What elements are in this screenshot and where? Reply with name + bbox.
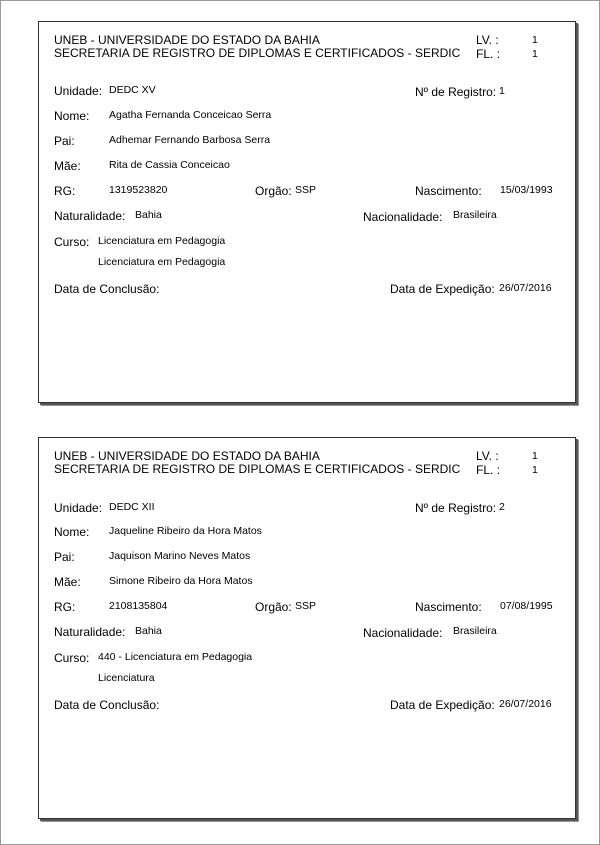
unidade-value: DEDC XV: [109, 84, 156, 96]
unidade-label: Unidade:: [54, 84, 103, 98]
mae-label: Mãe:: [54, 159, 81, 173]
department-name: SECRETARIA DE REGISTRO DE DIPLOMAS E CERTIFICADOS - SERDIC: [54, 462, 461, 476]
expedicao-value: 26/07/2016: [499, 698, 552, 710]
orgao-label: Orgão:: [255, 184, 292, 198]
fl-value: 1: [532, 48, 538, 60]
rg-label: RG:: [54, 600, 76, 614]
lv-value: 1: [532, 34, 538, 46]
curso-value-line2: Licenciatura em Pedagogia: [98, 256, 226, 268]
naturalidade-value: Bahia: [135, 625, 162, 637]
institution-name: UNEB - UNIVERSIDADE DO ESTADO DA BAHIA: [54, 449, 320, 463]
diploma-record-card-2: [38, 437, 576, 819]
institution-name: UNEB - UNIVERSIDADE DO ESTADO DA BAHIA: [54, 33, 320, 47]
naturalidade-label: Naturalidade:: [54, 209, 126, 223]
mae-value: Rita de Cassia Conceicao: [109, 159, 230, 171]
lv-label: LV. :: [476, 33, 499, 47]
lv-label: LV. :: [476, 449, 499, 463]
fl-label: FL. :: [476, 463, 501, 477]
lv-value: 1: [532, 450, 538, 462]
registro-value: 1: [499, 85, 505, 97]
fl-value: 1: [532, 464, 538, 476]
curso-value-line1: 440 - Licenciatura em Pedagogia: [98, 651, 253, 663]
unidade-value: DEDC XII: [109, 501, 155, 513]
nome-value: Agatha Fernanda Conceicao Serra: [109, 109, 272, 121]
conclusao-label: Data de Conclusão:: [54, 698, 160, 712]
curso-label: Curso:: [54, 235, 90, 249]
rg-value: 2108135804: [109, 600, 168, 612]
nome-label: Nome:: [54, 525, 90, 539]
curso-label: Curso:: [54, 651, 90, 665]
diploma-record-card-1: [38, 21, 576, 403]
rg-label: RG:: [54, 184, 76, 198]
nome-label: Nome:: [54, 109, 90, 123]
expedicao-value: 26/07/2016: [499, 282, 552, 294]
nacionalidade-label: Nacionalidade:: [363, 210, 443, 224]
nascimento-value: 07/08/1995: [500, 600, 553, 612]
unidade-label: Unidade:: [54, 501, 103, 515]
expedicao-label: Data de Expedição:: [390, 282, 495, 296]
nacionalidade-value: Brasileira: [453, 209, 497, 221]
registro-value: 2: [499, 501, 505, 513]
nacionalidade-label: Nacionalidade:: [363, 626, 443, 640]
nacionalidade-value: Brasileira: [453, 625, 497, 637]
mae-value: Simone Ribeiro da Hora Matos: [109, 575, 253, 587]
nascimento-value: 15/03/1993: [500, 184, 553, 196]
mae-label: Mãe:: [54, 575, 81, 589]
curso-value-line2: Licenciatura: [98, 672, 155, 684]
pai-label: Pai:: [54, 550, 75, 564]
expedicao-label: Data de Expedição:: [390, 698, 495, 712]
pai-value: Jaquison Marino Neves Matos: [109, 550, 251, 562]
pai-label: Pai:: [54, 134, 75, 148]
conclusao-label: Data de Conclusão:: [54, 282, 160, 296]
nascimento-label: Nascimento:: [415, 600, 482, 614]
pai-value: Adhemar Fernando Barbosa Serra: [109, 134, 271, 146]
fl-label: FL. :: [476, 47, 501, 61]
rg-value: 1319523820: [109, 184, 168, 196]
naturalidade-label: Naturalidade:: [54, 625, 126, 639]
nome-value: Jaqueline Ribeiro da Hora Matos: [109, 525, 262, 537]
registro-label: Nº de Registro:: [415, 85, 497, 99]
department-name: SECRETARIA DE REGISTRO DE DIPLOMAS E CERTIFICADOS - SERDIC: [54, 46, 461, 60]
registro-label: Nº de Registro:: [415, 501, 497, 515]
orgao-value: SSP: [295, 600, 317, 612]
nascimento-label: Nascimento:: [415, 184, 482, 198]
orgao-label: Orgão:: [255, 600, 292, 614]
naturalidade-value: Bahia: [135, 209, 162, 221]
curso-value-line1: Licenciatura em Pedagogia: [98, 235, 226, 247]
orgao-value: SSP: [295, 184, 317, 196]
